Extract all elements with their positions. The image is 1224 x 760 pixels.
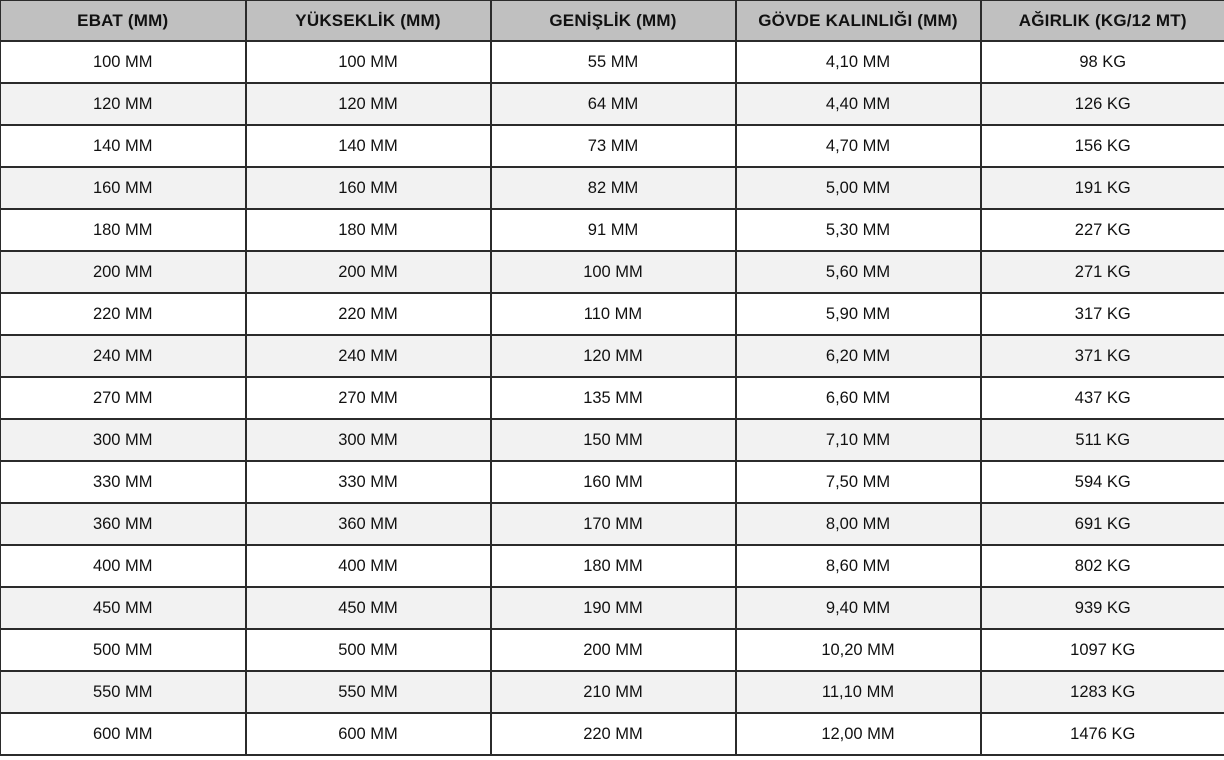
cell-genislik: 64 MM xyxy=(491,83,736,125)
cell-ebat: 200 MM xyxy=(1,251,246,293)
cell-agirlik: 939 KG xyxy=(981,587,1224,629)
cell-yukseklik: 270 MM xyxy=(246,377,491,419)
cell-govde-kalinligi: 6,60 MM xyxy=(736,377,981,419)
cell-agirlik: 98 KG xyxy=(981,41,1224,83)
cell-genislik: 82 MM xyxy=(491,167,736,209)
table-row xyxy=(1,41,1224,83)
cell-yukseklik: 360 MM xyxy=(246,503,491,545)
cell-ebat: 240 MM xyxy=(1,335,246,377)
cell-ebat: 360 MM xyxy=(1,503,246,545)
cell-govde-kalinligi: 5,60 MM xyxy=(736,251,981,293)
cell-yukseklik: 300 MM xyxy=(246,419,491,461)
cell-govde-kalinligi: 7,50 MM xyxy=(736,461,981,503)
cell-yukseklik: 500 MM xyxy=(246,629,491,671)
cell-genislik: 200 MM xyxy=(491,629,736,671)
cell-ebat: 500 MM xyxy=(1,629,246,671)
cell-govde-kalinligi: 7,10 MM xyxy=(736,419,981,461)
cell-agirlik: 1476 KG xyxy=(981,713,1224,755)
cell-ebat: 400 MM xyxy=(1,545,246,587)
cell-genislik: 190 MM xyxy=(491,587,736,629)
cell-genislik: 210 MM xyxy=(491,671,736,713)
table-row xyxy=(1,545,1224,587)
table-row xyxy=(1,83,1224,125)
cell-yukseklik: 160 MM xyxy=(246,167,491,209)
header-govde-kalinligi: GÖVDE KALINLIĞI (MM) xyxy=(736,1,981,42)
cell-genislik: 73 MM xyxy=(491,125,736,167)
table-row xyxy=(1,419,1224,461)
cell-genislik: 180 MM xyxy=(491,545,736,587)
cell-govde-kalinligi: 6,20 MM xyxy=(736,335,981,377)
cell-yukseklik: 140 MM xyxy=(246,125,491,167)
table-row xyxy=(1,293,1224,335)
cell-yukseklik: 120 MM xyxy=(246,83,491,125)
cell-govde-kalinligi: 9,40 MM xyxy=(736,587,981,629)
header-yukseklik: YÜKSEKLİK (MM) xyxy=(246,1,491,42)
cell-agirlik: 511 KG xyxy=(981,419,1224,461)
cell-ebat: 160 MM xyxy=(1,167,246,209)
cell-agirlik: 437 KG xyxy=(981,377,1224,419)
cell-govde-kalinligi: 5,90 MM xyxy=(736,293,981,335)
cell-ebat: 600 MM xyxy=(1,713,246,755)
cell-genislik: 150 MM xyxy=(491,419,736,461)
cell-ebat: 100 MM xyxy=(1,41,246,83)
table-row xyxy=(1,335,1224,377)
cell-yukseklik: 600 MM xyxy=(246,713,491,755)
cell-agirlik: 191 KG xyxy=(981,167,1224,209)
cell-govde-kalinligi: 11,10 MM xyxy=(736,671,981,713)
cell-ebat: 450 MM xyxy=(1,587,246,629)
cell-genislik: 135 MM xyxy=(491,377,736,419)
cell-yukseklik: 240 MM xyxy=(246,335,491,377)
table-row xyxy=(1,251,1224,293)
cell-govde-kalinligi: 8,60 MM xyxy=(736,545,981,587)
cell-agirlik: 317 KG xyxy=(981,293,1224,335)
cell-ebat: 120 MM xyxy=(1,83,246,125)
cell-genislik: 100 MM xyxy=(491,251,736,293)
cell-agirlik: 156 KG xyxy=(981,125,1224,167)
cell-yukseklik: 400 MM xyxy=(246,545,491,587)
cell-ebat: 330 MM xyxy=(1,461,246,503)
header-ebat: EBAT (MM) xyxy=(1,1,246,42)
cell-agirlik: 371 KG xyxy=(981,335,1224,377)
cell-govde-kalinligi: 8,00 MM xyxy=(736,503,981,545)
cell-genislik: 120 MM xyxy=(491,335,736,377)
cell-yukseklik: 100 MM xyxy=(246,41,491,83)
cell-yukseklik: 330 MM xyxy=(246,461,491,503)
cell-ebat: 220 MM xyxy=(1,293,246,335)
cell-govde-kalinligi: 4,10 MM xyxy=(736,41,981,83)
table-row xyxy=(1,713,1224,755)
cell-agirlik: 691 KG xyxy=(981,503,1224,545)
cell-genislik: 170 MM xyxy=(491,503,736,545)
header-genislik: GENİŞLİK (MM) xyxy=(491,1,736,42)
cell-govde-kalinligi: 5,00 MM xyxy=(736,167,981,209)
cell-govde-kalinligi: 5,30 MM xyxy=(736,209,981,251)
cell-ebat: 140 MM xyxy=(1,125,246,167)
cell-yukseklik: 550 MM xyxy=(246,671,491,713)
table-row xyxy=(1,167,1224,209)
table-row xyxy=(1,209,1224,251)
cell-yukseklik: 450 MM xyxy=(246,587,491,629)
cell-ebat: 300 MM xyxy=(1,419,246,461)
table-row xyxy=(1,671,1224,713)
cell-govde-kalinligi: 12,00 MM xyxy=(736,713,981,755)
cell-ebat: 270 MM xyxy=(1,377,246,419)
table-row xyxy=(1,587,1224,629)
cell-genislik: 110 MM xyxy=(491,293,736,335)
cell-genislik: 220 MM xyxy=(491,713,736,755)
cell-agirlik: 594 KG xyxy=(981,461,1224,503)
cell-agirlik: 802 KG xyxy=(981,545,1224,587)
cell-agirlik: 227 KG xyxy=(981,209,1224,251)
cell-yukseklik: 220 MM xyxy=(246,293,491,335)
header-row xyxy=(1,1,1224,42)
header-agirlik: AĞIRLIK (KG/12 MT) xyxy=(981,1,1224,42)
table-row xyxy=(1,377,1224,419)
cell-agirlik: 126 KG xyxy=(981,83,1224,125)
cell-ebat: 180 MM xyxy=(1,209,246,251)
table-header xyxy=(1,1,1224,42)
cell-agirlik: 1097 KG xyxy=(981,629,1224,671)
cell-yukseklik: 180 MM xyxy=(246,209,491,251)
cell-agirlik: 271 KG xyxy=(981,251,1224,293)
cell-ebat: 550 MM xyxy=(1,671,246,713)
cell-yukseklik: 200 MM xyxy=(246,251,491,293)
cell-agirlik: 1283 KG xyxy=(981,671,1224,713)
table-row xyxy=(1,125,1224,167)
cell-genislik: 91 MM xyxy=(491,209,736,251)
table-row xyxy=(1,503,1224,545)
table-row xyxy=(1,629,1224,671)
table-body xyxy=(1,41,1224,755)
cell-govde-kalinligi: 4,40 MM xyxy=(736,83,981,125)
table-row xyxy=(1,461,1224,503)
cell-genislik: 160 MM xyxy=(491,461,736,503)
cell-genislik: 55 MM xyxy=(491,41,736,83)
cell-govde-kalinligi: 10,20 MM xyxy=(736,629,981,671)
cell-govde-kalinligi: 4,70 MM xyxy=(736,125,981,167)
